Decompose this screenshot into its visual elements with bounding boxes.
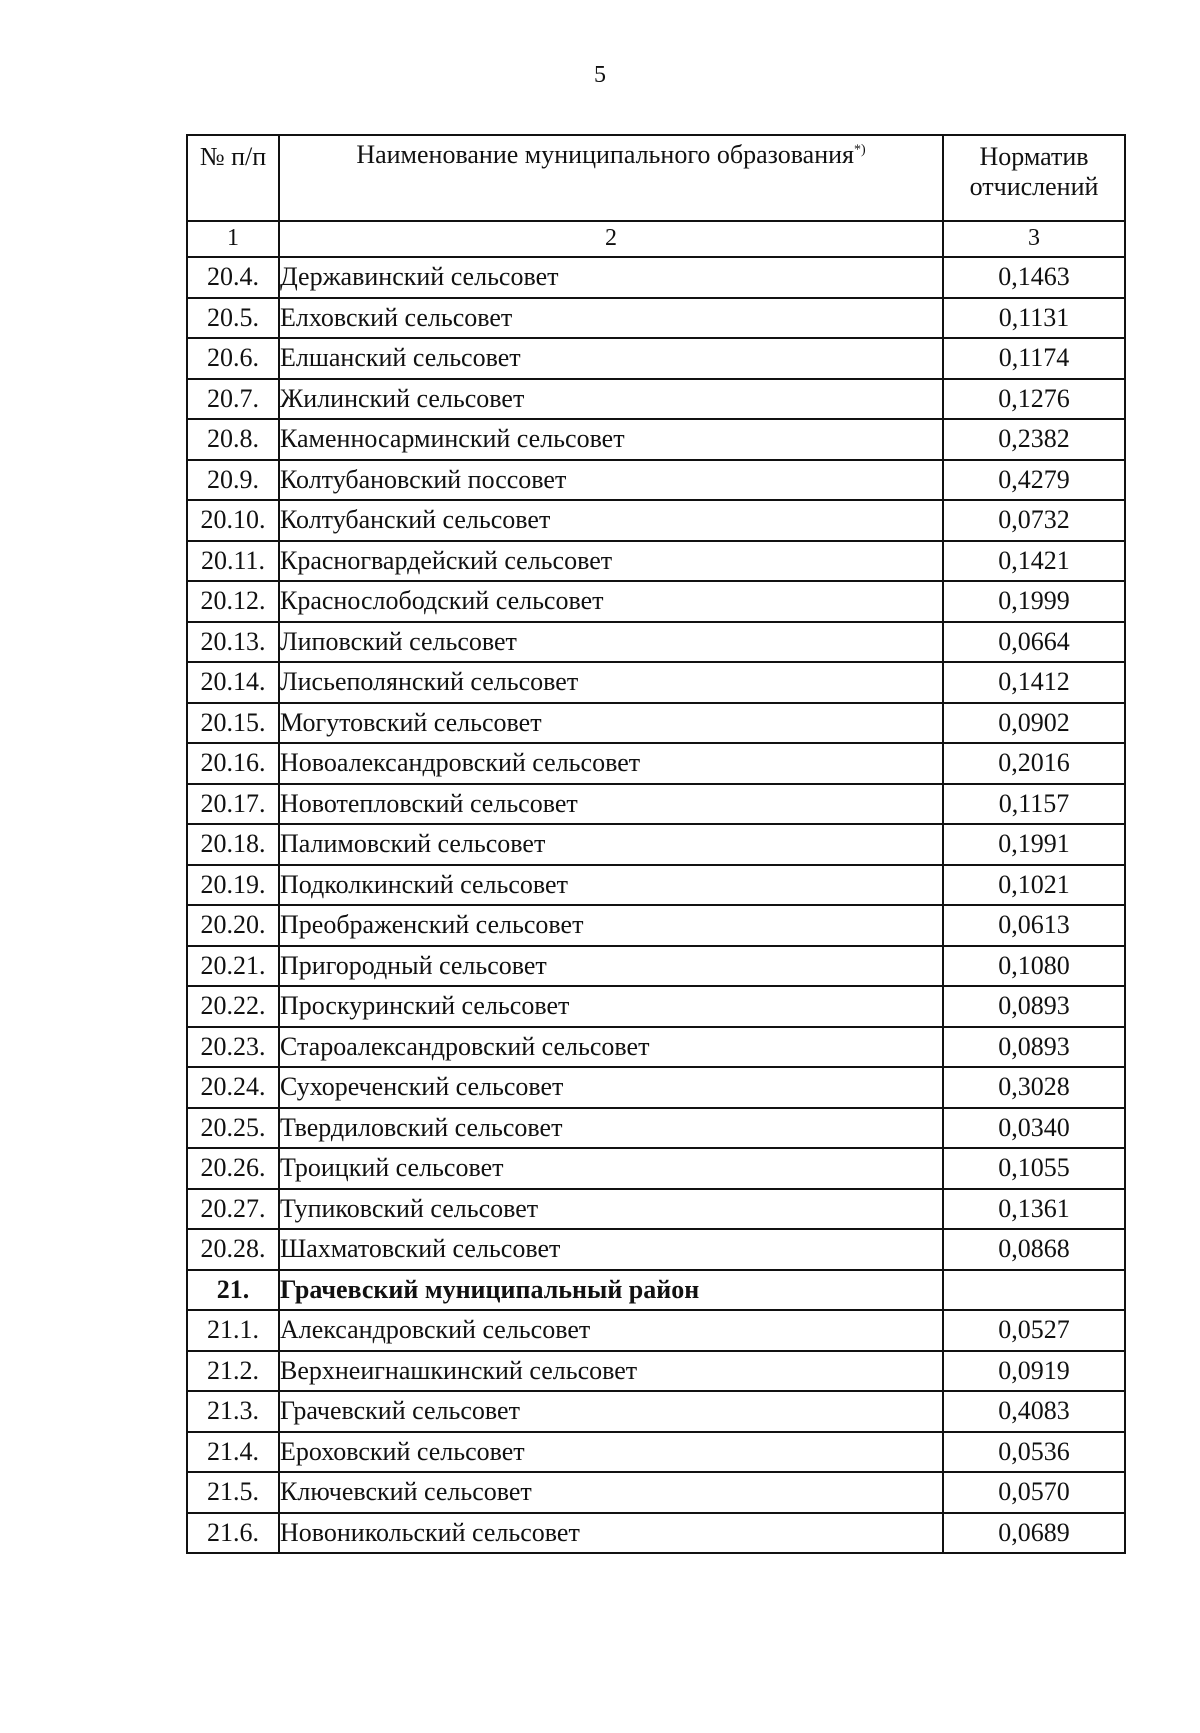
municipality-name: Новотепловский сельсовет: [279, 784, 943, 825]
municipality-name: Александровский сельсовет: [279, 1310, 943, 1351]
row-number: 20.26.: [187, 1148, 279, 1189]
allocation-rate: 0,2382: [943, 419, 1125, 460]
table-header-row: [187, 135, 1125, 221]
header-name: [279, 135, 943, 221]
row-number: 20.16.: [187, 743, 279, 784]
municipality-name: Проскуринский сельсовет: [279, 986, 943, 1027]
municipality-name: Твердиловский сельсовет: [279, 1108, 943, 1149]
allocation-rate: 0,1131: [943, 298, 1125, 339]
table-row: [187, 541, 1125, 582]
row-number: 20.4.: [187, 257, 279, 298]
municipality-name: Шахматовский сельсовет: [279, 1229, 943, 1270]
municipality-name: Лисьеполянский сельсовет: [279, 662, 943, 703]
allocation-rate: 0,0664: [943, 622, 1125, 663]
row-number: 20.27.: [187, 1189, 279, 1230]
municipality-name: Новоалександровский сельсовет: [279, 743, 943, 784]
footnote-mark: *): [854, 142, 866, 158]
municipality-name: Жилинский сельсовет: [279, 379, 943, 420]
row-number: 20.12.: [187, 581, 279, 622]
column-number: 2: [279, 221, 943, 257]
allocation-rate: 0,1276: [943, 379, 1125, 420]
municipality-name: Елховский сельсовет: [279, 298, 943, 339]
table-row: [187, 257, 1125, 298]
allocation-rate: 0,0902: [943, 703, 1125, 744]
allocation-rate: 0,1421: [943, 541, 1125, 582]
municipality-name: Краснослободский сельсовет: [279, 581, 943, 622]
allocation-rate: 0,1174: [943, 338, 1125, 379]
table-row: [187, 1108, 1125, 1149]
row-number: 20.18.: [187, 824, 279, 865]
table-row: [187, 581, 1125, 622]
table-row: [187, 905, 1125, 946]
municipality-name: Ероховский сельсовет: [279, 1432, 943, 1473]
municipality-name: Елшанский сельсовет: [279, 338, 943, 379]
row-number: 21.5.: [187, 1472, 279, 1513]
allocation-rate: 0,1080: [943, 946, 1125, 987]
table-row: [187, 703, 1125, 744]
allocation-rate: 0,0340: [943, 1108, 1125, 1149]
table-row: [187, 1229, 1125, 1270]
table-row: [187, 1391, 1125, 1432]
allocation-rate: 0,0893: [943, 1027, 1125, 1068]
table-body: [187, 257, 1125, 1553]
municipality-name: Троицкий сельсовет: [279, 1148, 943, 1189]
table-row: [187, 743, 1125, 784]
table-row: [187, 1148, 1125, 1189]
table-row: [187, 1351, 1125, 1392]
row-number: 20.23.: [187, 1027, 279, 1068]
header-number: № п/п: [187, 135, 279, 221]
municipality-name: Могутовский сельсовет: [279, 703, 943, 744]
allocation-rate: 0,0868: [943, 1229, 1125, 1270]
municipality-name: Колтубанский сельсовет: [279, 500, 943, 541]
municipality-name: Палимовский сельсовет: [279, 824, 943, 865]
row-number: 20.21.: [187, 946, 279, 987]
allocation-rate: 0,0570: [943, 1472, 1125, 1513]
municipality-name: Новоникольский сельсовет: [279, 1513, 943, 1554]
municipality-name: Тупиковский сельсовет: [279, 1189, 943, 1230]
municipality-name: Колтубановский поссовет: [279, 460, 943, 501]
row-number: 20.19.: [187, 865, 279, 906]
page-number: 5: [594, 62, 606, 88]
municipality-name: Сухореченский сельсовет: [279, 1067, 943, 1108]
table-row: [187, 1513, 1125, 1554]
row-number: 21.1.: [187, 1310, 279, 1351]
allocation-rate: 0,4083: [943, 1391, 1125, 1432]
column-number: 3: [943, 221, 1125, 257]
allocation-rate: 0,1412: [943, 662, 1125, 703]
allocation-rate: 0,1157: [943, 784, 1125, 825]
allocation-rate: 0,0689: [943, 1513, 1125, 1554]
row-number: 20.6.: [187, 338, 279, 379]
municipality-name: Преображенский сельсовет: [279, 905, 943, 946]
allocation-rate: 0,3028: [943, 1067, 1125, 1108]
municipality-name: Пригородный сельсовет: [279, 946, 943, 987]
row-number: 21.3.: [187, 1391, 279, 1432]
table-row: [187, 824, 1125, 865]
table-row: [187, 1027, 1125, 1068]
row-number: 20.25.: [187, 1108, 279, 1149]
header-rate: Норматив отчислений: [943, 135, 1125, 221]
row-number: 20.28.: [187, 1229, 279, 1270]
allocation-rate: 0,4279: [943, 460, 1125, 501]
column-number: 1: [187, 221, 279, 257]
row-number: 20.22.: [187, 986, 279, 1027]
row-number: 21.2.: [187, 1351, 279, 1392]
municipality-name: Каменносарминский сельсовет: [279, 419, 943, 460]
table-row: [187, 1432, 1125, 1473]
table-row: [187, 622, 1125, 663]
row-number: 20.15.: [187, 703, 279, 744]
municipality-name: Верхнеигнашкинский сельсовет: [279, 1351, 943, 1392]
table-row: [187, 500, 1125, 541]
municipality-name: Державинский сельсовет: [279, 257, 943, 298]
allocation-rate: 0,2016: [943, 743, 1125, 784]
table-row: [187, 298, 1125, 339]
allocation-rate: 0,1999: [943, 581, 1125, 622]
table-row: [187, 1310, 1125, 1351]
column-number-row: [187, 221, 1125, 257]
row-number: 20.13.: [187, 622, 279, 663]
allocation-rate: 0,1991: [943, 824, 1125, 865]
municipality-name: Липовский сельсовет: [279, 622, 943, 663]
row-number: 20.9.: [187, 460, 279, 501]
allocation-table: [186, 134, 1126, 1554]
row-number: 20.24.: [187, 1067, 279, 1108]
municipality-name: Староалександровский сельсовет: [279, 1027, 943, 1068]
municipality-name: Ключевский сельсовет: [279, 1472, 943, 1513]
row-number: 20.10.: [187, 500, 279, 541]
table-row: [187, 379, 1125, 420]
row-number: 20.7.: [187, 379, 279, 420]
allocation-rate: [943, 1270, 1125, 1311]
table-row: [187, 338, 1125, 379]
municipality-name: Грачевский сельсовет: [279, 1391, 943, 1432]
table-row: [187, 784, 1125, 825]
allocation-rate: 0,0536: [943, 1432, 1125, 1473]
header-name-label: Наименование муниципального образования: [356, 140, 854, 169]
allocation-rate: 0,1463: [943, 257, 1125, 298]
allocation-rate: 0,1055: [943, 1148, 1125, 1189]
row-number: 20.14.: [187, 662, 279, 703]
table-row: [187, 1067, 1125, 1108]
row-number: 20.20.: [187, 905, 279, 946]
municipality-name: Грачевский муниципальный район: [279, 1270, 943, 1311]
row-number: 20.5.: [187, 298, 279, 339]
row-number: 20.17.: [187, 784, 279, 825]
allocation-rate: 0,1361: [943, 1189, 1125, 1230]
row-number: 20.11.: [187, 541, 279, 582]
row-number: 20.8.: [187, 419, 279, 460]
table-row: [187, 986, 1125, 1027]
district-row: [187, 1270, 1125, 1311]
allocation-rate: 0,0893: [943, 986, 1125, 1027]
allocation-rate: 0,0613: [943, 905, 1125, 946]
row-number: 21.4.: [187, 1432, 279, 1473]
table-row: [187, 865, 1125, 906]
table-row: [187, 419, 1125, 460]
table-row: [187, 1189, 1125, 1230]
row-number: 21.: [187, 1270, 279, 1311]
municipality-name: Подколкинский сельсовет: [279, 865, 943, 906]
table-row: [187, 946, 1125, 987]
table-row: [187, 662, 1125, 703]
table-row: [187, 1472, 1125, 1513]
allocation-rate: 0,0527: [943, 1310, 1125, 1351]
allocation-rate: 0,0732: [943, 500, 1125, 541]
table-row: [187, 460, 1125, 501]
row-number: 21.6.: [187, 1513, 279, 1554]
municipality-name: Красногвардейский сельсовет: [279, 541, 943, 582]
allocation-rate: 0,1021: [943, 865, 1125, 906]
allocation-rate: 0,0919: [943, 1351, 1125, 1392]
